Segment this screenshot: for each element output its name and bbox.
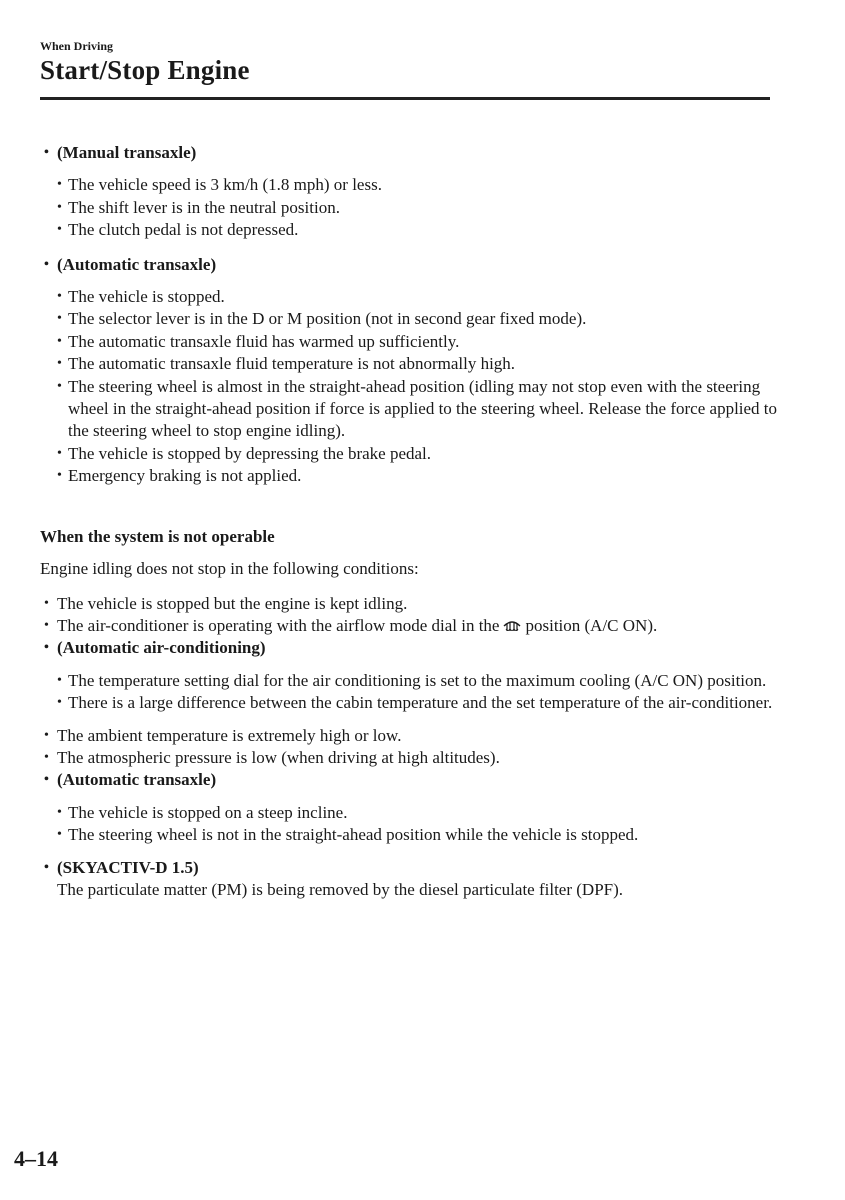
skyactiv-label: • (SKYACTIV-D 1.5) <box>40 857 780 879</box>
list-item: • Emergency braking is not applied. <box>40 465 780 487</box>
automatic-transaxle-list-2 <box>40 802 780 847</box>
list-item: • The vehicle is stopped. <box>40 286 780 308</box>
manual-transaxle-label: • (Manual transaxle) <box>40 142 780 164</box>
list-item: • The ambient temperature is extremely high or low. <box>40 725 780 747</box>
skyactiv-text: The particulate matter (PM) is being removed by the diesel particulate filter (DPF). <box>57 879 624 899</box>
section-tag: When Driving <box>40 39 114 53</box>
list-item-aircon-mode <box>40 615 780 637</box>
item-text: The air-conditioner is operating with the airflow mode dial in the <box>57 615 500 635</box>
automatic-transaxle-label-2: • (Automatic transaxle) <box>40 769 780 791</box>
automatic-transaxle-list <box>40 286 780 488</box>
list-item: • The vehicle is stopped by depressing the brake pedal. <box>40 443 780 465</box>
manual-transaxle-list <box>40 174 780 241</box>
list-item: • The temperature setting dial for the air conditioning is set to the maximum cooling (A/C ON) position. <box>40 670 780 692</box>
list-item: • The vehicle is stopped but the engine is kept idling. <box>40 593 780 615</box>
not-operable-intro: Engine idling does not stop in the following conditions: <box>40 559 419 579</box>
not-operable-heading: When the system is not operable <box>40 526 275 546</box>
list-item: • The steering wheel is not in the straight-ahead position while the vehicle is stopped. <box>40 824 780 846</box>
list-item: • The selector lever is in the D or M position (not in second gear fixed mode). <box>40 308 780 330</box>
list-item: • The clutch pedal is not depressed. <box>40 219 780 241</box>
page-number: 4–14 <box>14 1146 58 1171</box>
list-item: • There is a large difference between the cabin temperature and the set temperature of the air-conditioner. <box>40 692 780 714</box>
aircon-list <box>40 670 780 715</box>
item-text: position (A/C ON). <box>525 615 658 635</box>
aircon-label: • (Automatic air-conditioning) <box>40 637 780 659</box>
title-rule <box>40 97 770 100</box>
content <box>40 142 780 901</box>
defroster-icon <box>502 617 522 633</box>
automatic-transaxle-label: • (Automatic transaxle) <box>40 254 780 276</box>
list-item: • The atmospheric pressure is low (when driving at high altitudes). <box>40 747 780 769</box>
list-item: • The steering wheel is almost in the straight-ahead position (idling may not stop even with the steering wheel in the straight-ahead position if force is applied to the steering wheel. Release the force applied to the steering wheel to stop engine idling). <box>40 376 780 443</box>
page-title: Start/Stop Engine <box>40 55 250 85</box>
list-item: • The vehicle speed is 3 km/h (1.8 mph) or less. <box>40 174 780 196</box>
list-item: • The vehicle is stopped on a steep incline. <box>40 802 780 824</box>
not-operable-list <box>40 593 780 902</box>
list-item: • The shift lever is in the neutral position. <box>40 197 780 219</box>
list-item: • The automatic transaxle fluid temperature is not abnormally high. <box>40 353 780 375</box>
list-item: • The automatic transaxle fluid has warmed up sufficiently. <box>40 331 780 353</box>
